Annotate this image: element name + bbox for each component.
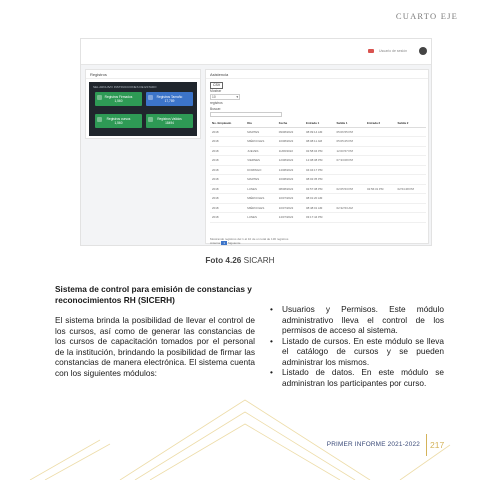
column-header[interactable]: Fecha: [277, 119, 304, 127]
table-cell: 08:02:35 PM: [304, 175, 334, 185]
table-cell: [395, 127, 426, 137]
file-icon: [148, 95, 153, 100]
table-cell: [365, 165, 395, 175]
table-cell: MIÉRCOLES: [245, 194, 277, 204]
page-divider: [426, 434, 427, 456]
figure-number: Foto 4.26: [205, 256, 242, 265]
show-select[interactable]: 10 ▾: [212, 95, 238, 99]
table-cell: 12/08/2022: [277, 156, 304, 166]
section-paragraph: El sistema brinda la posibilidad de llevar el control de los cursos, así como de generar las constancias de los cursos de capacitación tomados por el personal de la institución, brindando la posibilidad de firmar las constancias de manera electrónica. El sistema cuenta con los siguientes módulos:: [55, 315, 255, 378]
table-cell: LUNES: [245, 213, 277, 223]
table-row: [210, 156, 426, 166]
table-cell: 02:05:53 PM: [335, 184, 365, 194]
table-cell: 08:48:01 AM: [304, 203, 334, 213]
table-cell: 2018: [210, 184, 245, 194]
table-row: [210, 137, 426, 147]
table-cell: [365, 137, 395, 147]
table-cell: 2018: [210, 213, 245, 223]
report-footer: PRIMER INFORME 2021-2022: [326, 441, 420, 448]
table-cell: [395, 146, 426, 156]
table-cell: 03:17:44 PM: [304, 213, 334, 223]
figure-caption: [0, 256, 480, 265]
table-cell: [395, 175, 426, 185]
table-cell: 02:57:38 PM: [304, 184, 334, 194]
asistencia-title: Asistencia: [206, 70, 428, 79]
table-header: [210, 119, 426, 127]
table-cell: [395, 165, 426, 175]
table-row: [210, 194, 426, 204]
table-cell: 2018: [210, 203, 245, 213]
table-cell: 10/07/2022: [277, 203, 304, 213]
search-input[interactable]: [210, 112, 282, 117]
table-cell: 16/08/2022: [277, 175, 304, 185]
table-cell: VIERNES: [245, 156, 277, 166]
column-header[interactable]: Día: [245, 119, 277, 127]
column-header[interactable]: Entrada 1: [304, 119, 334, 127]
asistencia-table: [210, 119, 426, 223]
table-cell: DOMINGO: [245, 165, 277, 175]
table-cell: [365, 175, 395, 185]
column-header[interactable]: Salida 2: [395, 119, 426, 127]
section-heading: Sistema de control para emisión de constancias y reconocimientos RH (SICERH): [55, 284, 252, 305]
table-cell: JUEVES: [245, 146, 277, 156]
table-cell: 08:09:14 AM: [304, 127, 334, 137]
table-cell: 04:04:17 PM: [304, 165, 334, 175]
page-number: 217: [430, 440, 445, 450]
sicarh-screenshot: [80, 38, 432, 246]
table-cell: LUNES: [245, 184, 277, 194]
table-body: [210, 127, 426, 222]
table-cell: [365, 194, 395, 204]
table-cell: [395, 137, 426, 147]
registros-subtitle: SEL ARCHIVO INSTRUCCIONES DE ESTADO: [93, 85, 157, 89]
column-header[interactable]: Salida 1: [335, 119, 365, 127]
table-row: [210, 165, 426, 175]
list-item: • Usuarios y Permisos. Este módulo administrativo lleva el control de los permisos de acceso al sistema.: [268, 304, 444, 336]
table-cell: MARTES: [245, 175, 277, 185]
next-page-button[interactable]: Siguiente: [227, 241, 241, 245]
registros-card: [85, 69, 201, 139]
table-cell: [365, 213, 395, 223]
table-cell: [335, 194, 365, 204]
table-cell: 02:54:48 PM: [395, 184, 426, 194]
section-label: CUARTO EJE: [395, 11, 458, 21]
column-header[interactable]: No. Empleado: [210, 119, 245, 127]
table-cell: 2018: [210, 156, 245, 166]
registros-firmados-button[interactable]: Registros Firmados 1,560: [95, 92, 142, 106]
table-cell: 12:00:57 PM: [335, 146, 365, 156]
current-page-button[interactable]: 1: [223, 241, 226, 245]
prev-page-button[interactable]: Anterior: [210, 241, 221, 245]
table-cell: 2018: [210, 175, 245, 185]
registros-dashboard: [89, 82, 197, 136]
list-item: • Listado de cursos. En este módulo se lleva el catálogo de cursos y se pueden administrar los mismos.: [268, 336, 444, 368]
file-icon: [97, 117, 102, 122]
table-cell: [395, 194, 426, 204]
search-label: Buscar:: [210, 107, 222, 111]
table-cell: 2018: [210, 194, 245, 204]
table-cell: 10/08/2022: [277, 137, 304, 147]
table-cell: 02:32:53 AM: [335, 203, 365, 213]
table-row: [210, 203, 426, 213]
table-cell: [395, 203, 426, 213]
table-row: [210, 213, 426, 223]
table-cell: 08/08/2022: [277, 184, 304, 194]
table-cell: 02:56:31 PM: [365, 184, 395, 194]
table-cell: [335, 165, 365, 175]
table-cell: MIÉRCOLES: [245, 203, 277, 213]
table-cell: 07:33:08 PM: [335, 156, 365, 166]
table-cell: [365, 156, 395, 166]
table-cell: MARTES: [245, 127, 277, 137]
registros-label: registros: [210, 101, 223, 105]
table-row: [210, 175, 426, 185]
table-cell: [335, 213, 365, 223]
table-cell: 12:08:38 PM: [304, 156, 334, 166]
csv-button[interactable]: CSV: [210, 82, 223, 89]
registros-title: Registros: [86, 70, 200, 79]
table-cell: 02:58:04 PM: [304, 146, 334, 156]
notification-icon: [368, 49, 374, 53]
pagination: [210, 237, 288, 245]
table-cell: 14/07/2022: [277, 213, 304, 223]
file-icon: [97, 95, 102, 100]
table-cell: 09/08/2022: [277, 127, 304, 137]
session-user: Usuario de sesión: [379, 49, 408, 53]
table-row: [210, 184, 426, 194]
table-cell: 2018: [210, 137, 245, 147]
table-row: [210, 127, 426, 137]
table-cell: [365, 146, 395, 156]
registros-validos-button[interactable]: Registros Validos 18494: [146, 114, 193, 128]
table-cell: 08:01:20 AM: [304, 194, 334, 204]
table-cell: 14/08/2022: [277, 165, 304, 175]
table-row: [210, 146, 426, 156]
table-cell: [365, 127, 395, 137]
screenshot-topbar: [81, 39, 431, 65]
registros-cursos-button[interactable]: Registros cursos 1,560: [95, 114, 142, 128]
table-cell: 11/08/2022: [277, 146, 304, 156]
list-item: • Listado de datos. En este módulo se administran los participantes por curso.: [268, 367, 444, 388]
registros-tamano-button[interactable]: Registros Tamaño 17,789: [146, 92, 193, 106]
table-cell: 2018: [210, 127, 245, 137]
show-label: Mostrar: [210, 89, 222, 93]
asistencia-card: [205, 69, 429, 244]
table-cell: 08:08:11 AM: [304, 137, 334, 147]
table-cell: 05:05:25 PM: [335, 137, 365, 147]
left-column: [55, 284, 255, 378]
table-cell: [395, 213, 426, 223]
modules-list: [268, 304, 444, 388]
file-icon: [148, 117, 153, 122]
table-cell: 05:06:55 PM: [335, 127, 365, 137]
table-cell: [395, 156, 426, 166]
table-cell: MIÉRCOLES: [245, 137, 277, 147]
table-cell: 2018: [210, 146, 245, 156]
avatar-icon: [419, 47, 427, 55]
table-cell: [335, 175, 365, 185]
table-cell: 10/07/2022: [277, 194, 304, 204]
chevron-down-icon: ▾: [236, 95, 238, 99]
column-header[interactable]: Entrada 2: [365, 119, 395, 127]
table-info: Mostrando registros del 1 al 10 de un total de 130 registros: [210, 237, 289, 241]
figure-name: SICARH: [243, 256, 275, 265]
table-cell: 2018: [210, 165, 245, 175]
table-cell: [365, 203, 395, 213]
